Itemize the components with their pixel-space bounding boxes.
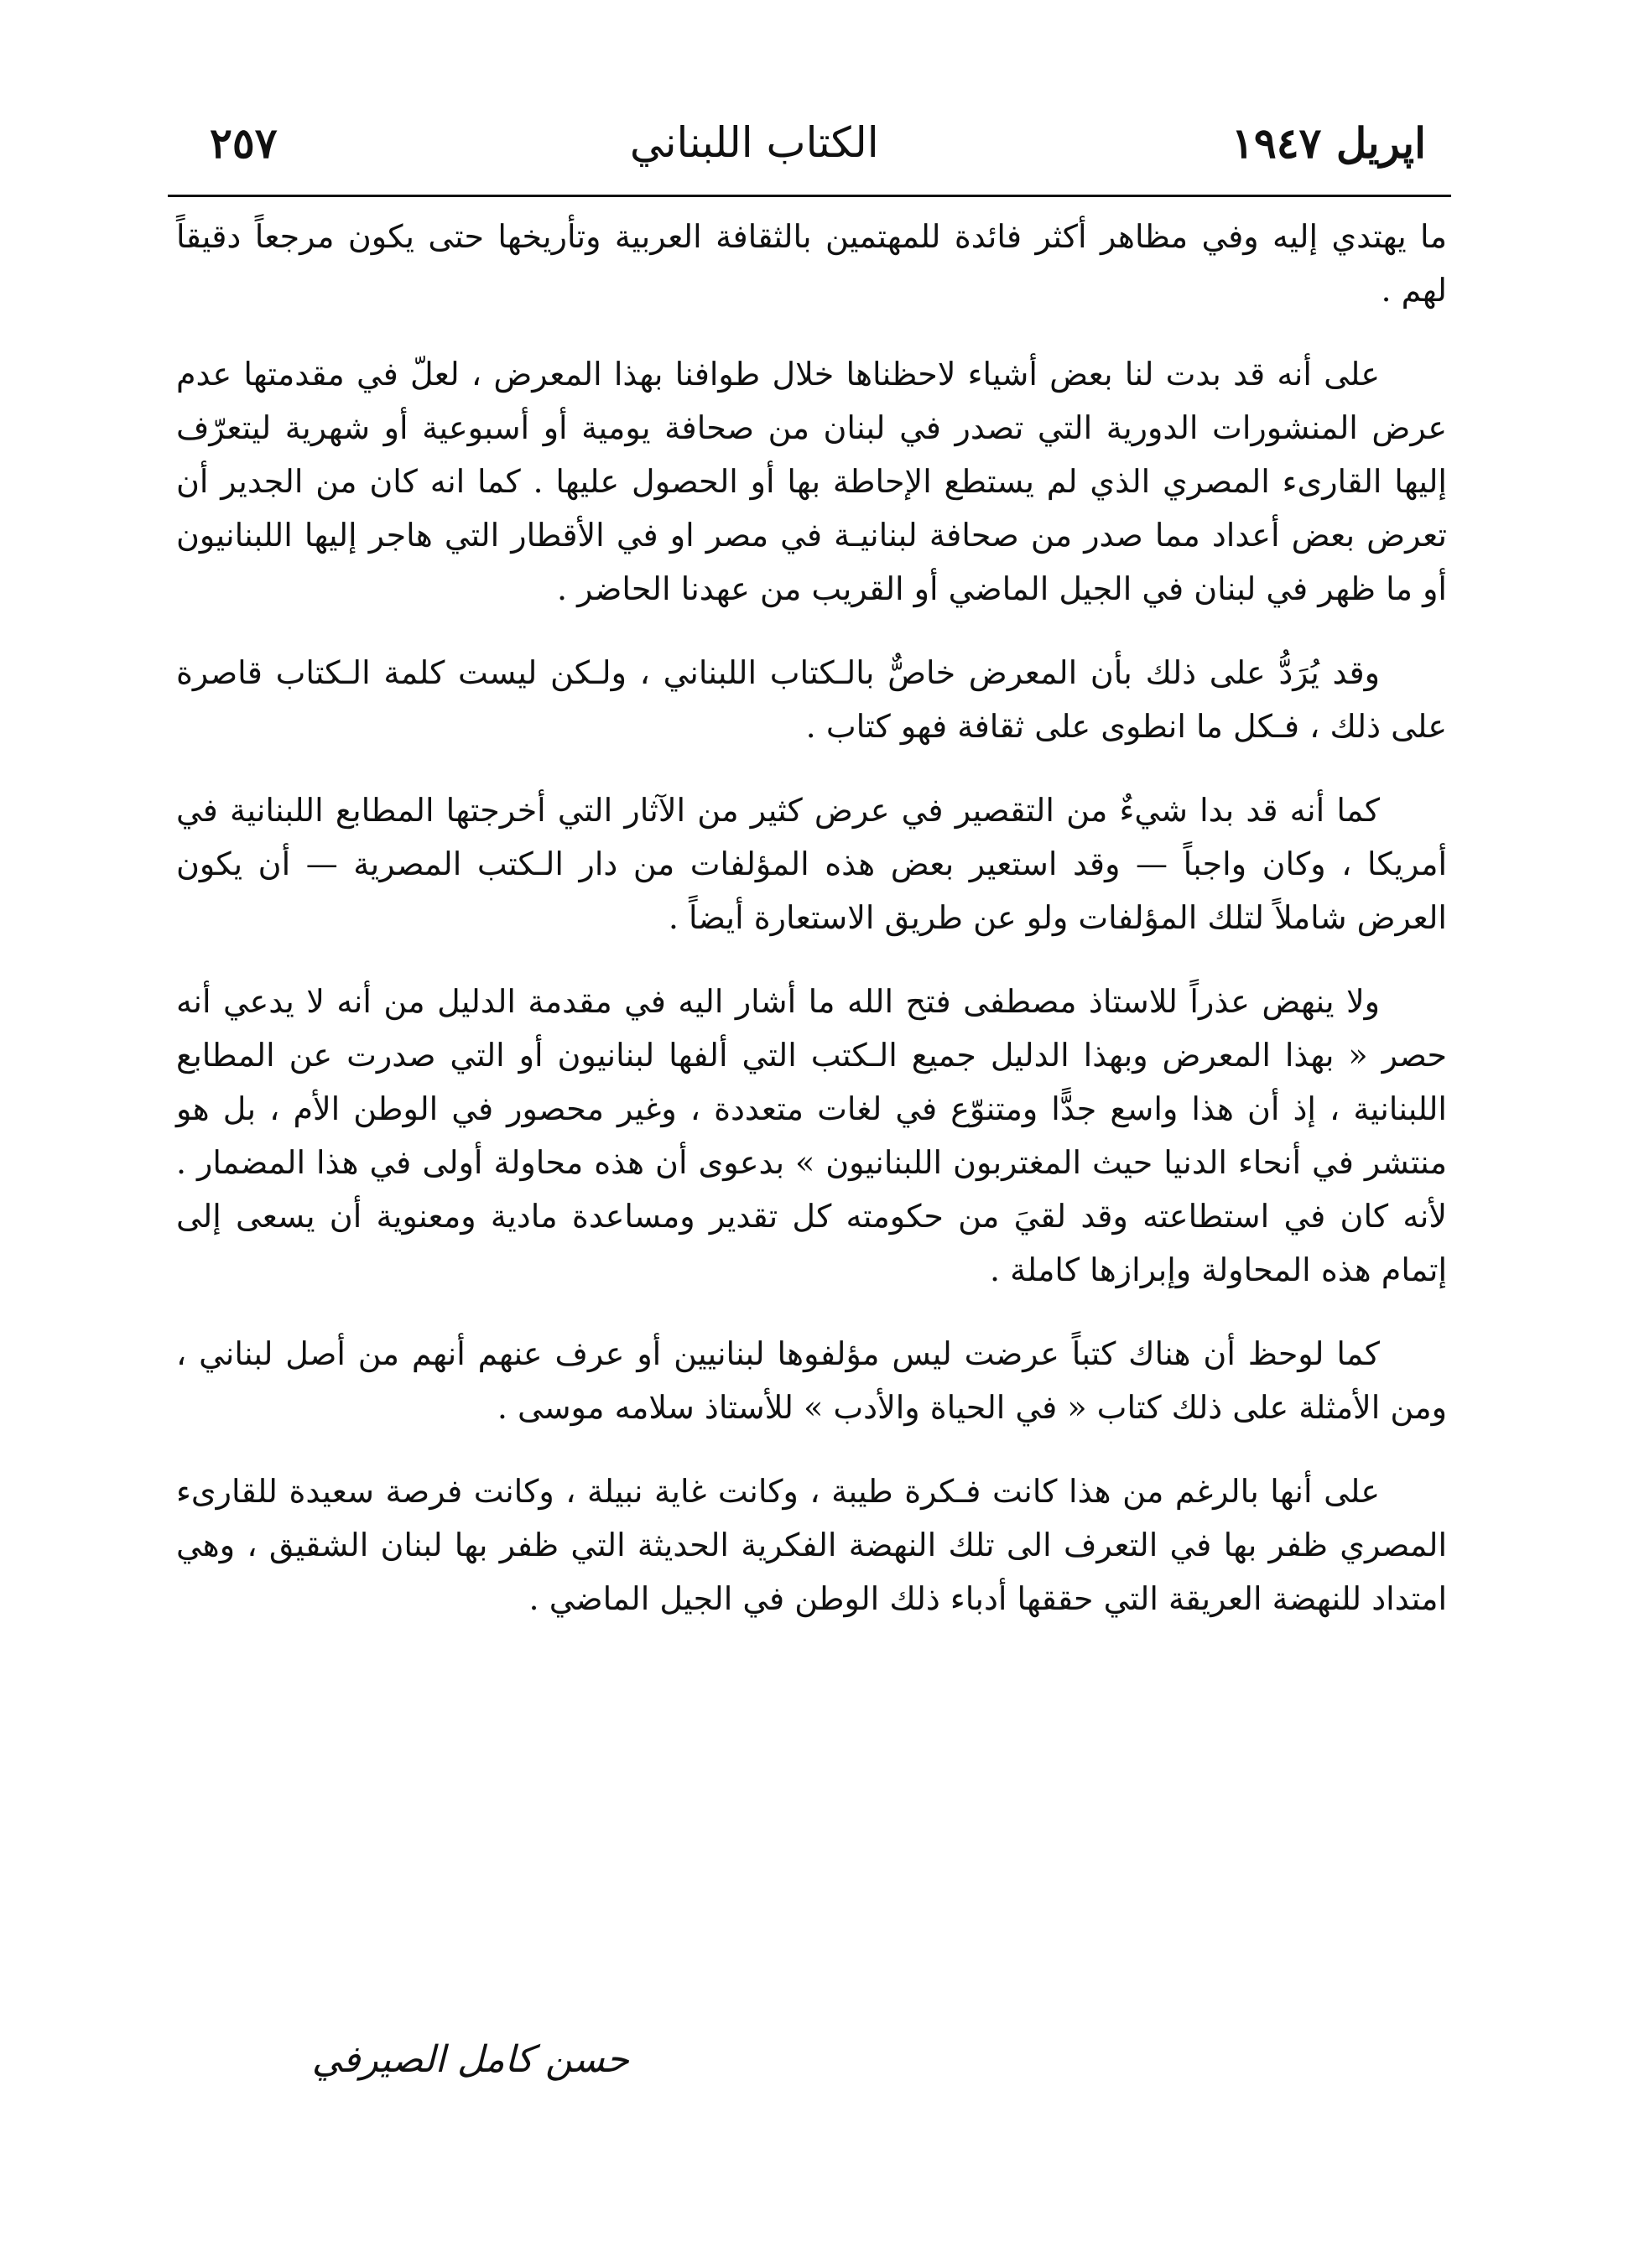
page-number: ٢٥٧ (210, 117, 278, 168)
paragraph: على أنها بالرغم من هذا كانت فـكرة طيبة ، وكانت غاية نبيلة ، وكانت فرصة سعيدة للقارىء المصري ظفر بها في التعرف الى تلك النهضة الفكرية الحديثة التي ظفر بها لبنان الشقيق ، وهي امتداد للنهضة العريقة التي حققها أدباء ذلك الوطن في الجيل الماضي . (176, 1473, 1447, 1617)
header-rule (168, 195, 1451, 197)
page-header (210, 109, 1426, 176)
paragraph: وقد يُرَدُّ على ذلك بأن المعرض خاصٌّ بالـكتاب اللبناني ، ولـكن ليست كلمة الـكتاب قاصرة على ذلك ، فـكل ما انطوى على ثقافة فهو كتاب . (176, 654, 1447, 745)
paragraph: ما يهتدي إليه وفي مظاهر أكثر فائدة للمهتمين بالثقافة العربية وتأريخها حتى يكون مرجعاً دقيقاً لهم . (176, 218, 1447, 309)
paragraph: على أنه قد بدت لنا بعض أشياء لاحظناها خلال طوافنا بهذا المعرض ، لعلّ في مقدمتها عدم عرض المنشورات الدورية التي تصدر في لبنان من صحافة يومية أو أسبوعية أو شهرية ليتعرّف إليها القارىء المصري الذي لم يستطع الإحاطة بها أو الحصول عليها . كما انه كان من الجدير أن تعرض بعض أعداد مما صدر من صحافة لبنانيـة في مصر او في الأقطار التي هاجر إليها اللبنانيون أو ما ظهر في لبنان في الجيل الماضي أو القريب من عهدنا الحاضر . (176, 356, 1447, 607)
paragraph: ولا ينهض عذراً للاستاذ مصطفى فتح الله ما أشار اليه في مقدمة الدليل من أنه لا يدعي أنه حصر « بهذا المعرض وبهذا الدليل جميع الـكتب التي ألفها لبنانيون أو التي صدرت عن المطابع اللبنانية ، إذ أن هذا واسع جدًّا ومتنوّع في لغات متعددة ، وغير محصور في الوطن الأم ، بل هو منتشر في أنحاء الدنيا حيث المغتربون اللبنانيون » بدعوى أن هذه محاولة أولى في هذا المضمار . لأنه كان في استطاعته وقد لقيَ من حكومته كل تقدير ومساعدة مادية ومعنوية أن يسعى إلى إتمام هذه المحاولة وإبرازها كاملة . (176, 983, 1447, 1288)
paragraph: كما أنه قد بدا شيءٌ من التقصير في عرض كثير من الآثار التي أخرجتها المطابع اللبنانية في أمريكا ، وكان واجباً — وقد استعير بعض هذه المؤلفات من دار الـكتب المصرية — أن يكون العرض شاملاً لتلك المؤلفات ولو عن طريق الاستعارة أيضاً . (176, 792, 1447, 936)
journal-title: الكتاب اللبناني (629, 118, 879, 167)
issue-date: اپريل ١٩٤٧ (1231, 117, 1426, 168)
paragraph: كما لوحظ أن هناك كتباً عرضت ليس مؤلفوها لبنانيين أو عرف عنهم أنهم من أصل لبناني ، ومن الأمثلة على ذلك كتاب « في الحياة والأدب » للأستاذ سلامه موسى . (176, 1335, 1447, 1426)
author-signature: حسن كامل الصيرفي (311, 2038, 629, 2081)
article-body (176, 210, 1447, 1656)
